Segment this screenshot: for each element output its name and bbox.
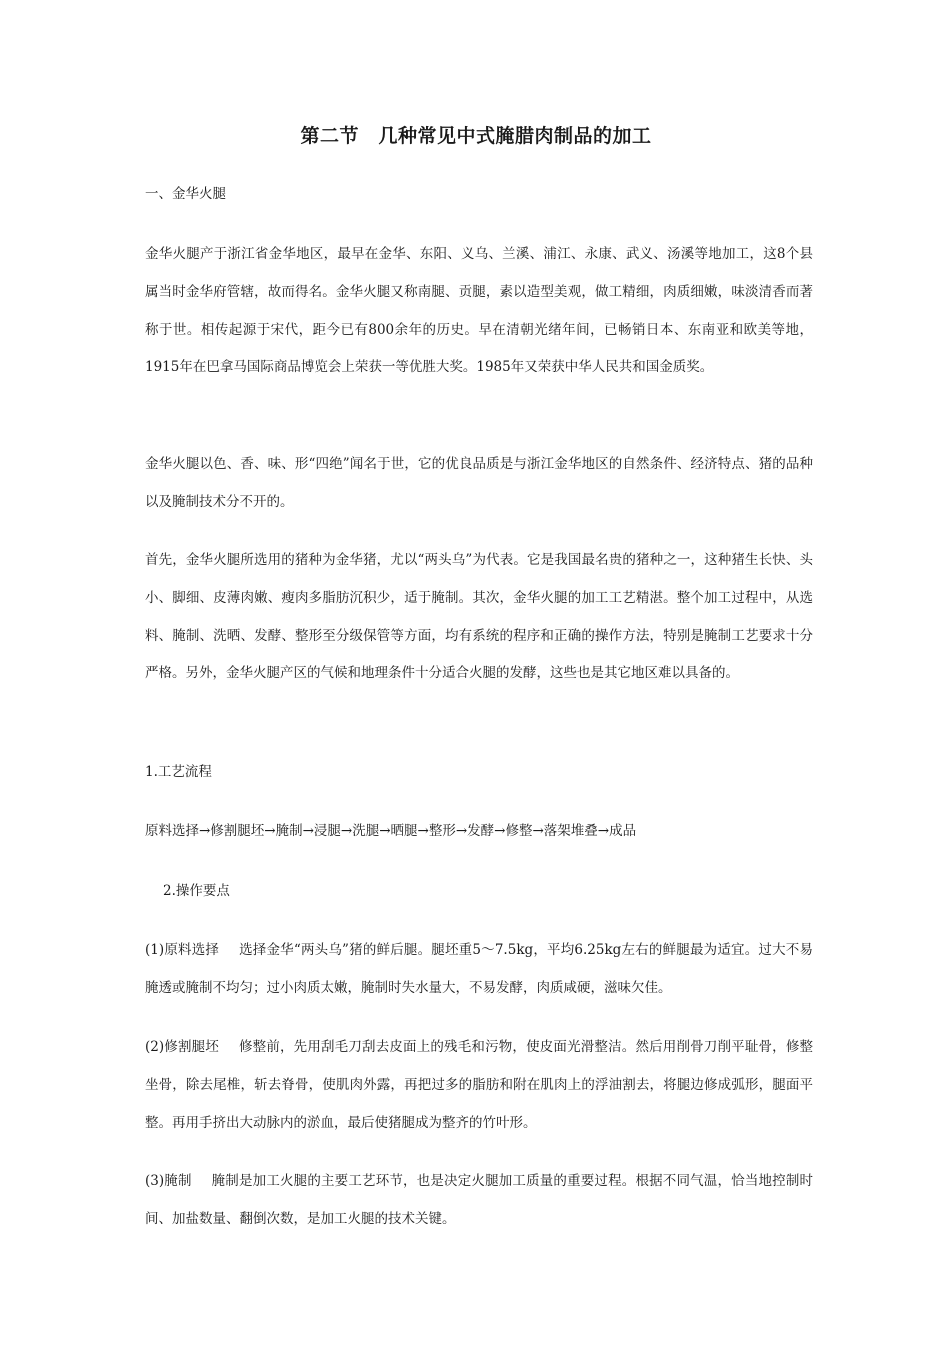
step-text: 选择金华“两头乌”猪的鲜后腿。腿坯重5～7.5kg，平均6.25kg左右的鲜腿最为适宜。过大不易腌透或腌制不均匀；过小肉质太嫩，腌制时失水量大，不易发酵，肉质咸硬，滋味欠佳。 [145, 942, 813, 996]
step-label: (1)原料选择 [145, 942, 220, 958]
section-title: 第二节 几种常见中式腌腊肉制品的加工 [300, 125, 652, 147]
step-raw-material [145, 932, 813, 1008]
step-text: 修整前，先用刮毛刀刮去皮面上的残毛和污物，使皮面光滑整洁。然后用削骨刀削平耻骨，修整坐骨，除去尾椎，斩去脊骨，使肌肉外露，再把过多的脂肪和附在肌肉上的浮油割去，将腿边修成弧形，腿面平整。再用手挤出大动脉内的淤血，最后使猪腿成为整齐的竹叶形。 [145, 1039, 814, 1131]
paragraph-quality: 金华火腿以色、香、味、形“四绝”闻名于世，它的优良品质是与浙江金华地区的自然条件、经济特点、猪的品种以及腌制技术分不开的。 [145, 456, 813, 510]
heading-jinhua-ham: 一、金华火腿 [145, 186, 226, 202]
heading-process-flow: 1.工艺流程 [145, 764, 212, 780]
heading-operation-points: 2.操作要点 [163, 883, 230, 899]
step-text: 腌制是加工火腿的主要工艺环节，也是决定火腿加工质量的重要过程。根据不同气温，恰当地控制时间、加盐数量、翻倒次数，是加工火腿的技术关键。 [145, 1173, 814, 1227]
step-label: (2)修割腿坯 [145, 1039, 219, 1055]
step-label: (3)腌制 [145, 1173, 192, 1189]
step-curing [145, 1163, 813, 1239]
paragraph-breed-process: 首先，金华火腿所选用的猪种为金华猪，尤以“两头乌”为代表。它是我国最名贵的猪种之一，这种猪生长快、头小、脚细、皮薄肉嫩、瘦肉多脂肪沉积少，适于腌制。其次，金华火腿的加工工艺精湛。整个加工过程中，从选料、腌制、洗晒、发酵、整形至分级保管等方面，均有系统的程序和正确的操作方法，特别是腌制工艺要求十分严格。另外，金华火腿产区的气候和地理条件十分适合火腿的发酵，这些也是其它地区难以具备的。 [145, 552, 813, 682]
process-flow-text: 原料选择→修割腿坯→腌制→浸腿→洗腿→晒腿→整形→发酵→修整→落架堆叠→成品 [145, 823, 637, 839]
paragraph-origin: 金华火腿产于浙江省金华地区，最早在金华、东阳、义乌、兰溪、浦江、永康、武义、汤溪等地加工，这8个县属当时金华府管辖，故而得名。金华火腿又称南腿、贡腿，素以造型美观，做工精细，肉质细嫩，味淡清香而著称于世。相传起源于宋代，距今已有800余年的历史。早在清朝光绪年间，已畅销日本、东南亚和欧美等地，1915年在巴拿马国际商品博览会上荣获一等优胜大奖。1985年又荣获中华人民共和国金质奖。 [145, 246, 813, 376]
step-trim-leg [145, 1029, 813, 1142]
